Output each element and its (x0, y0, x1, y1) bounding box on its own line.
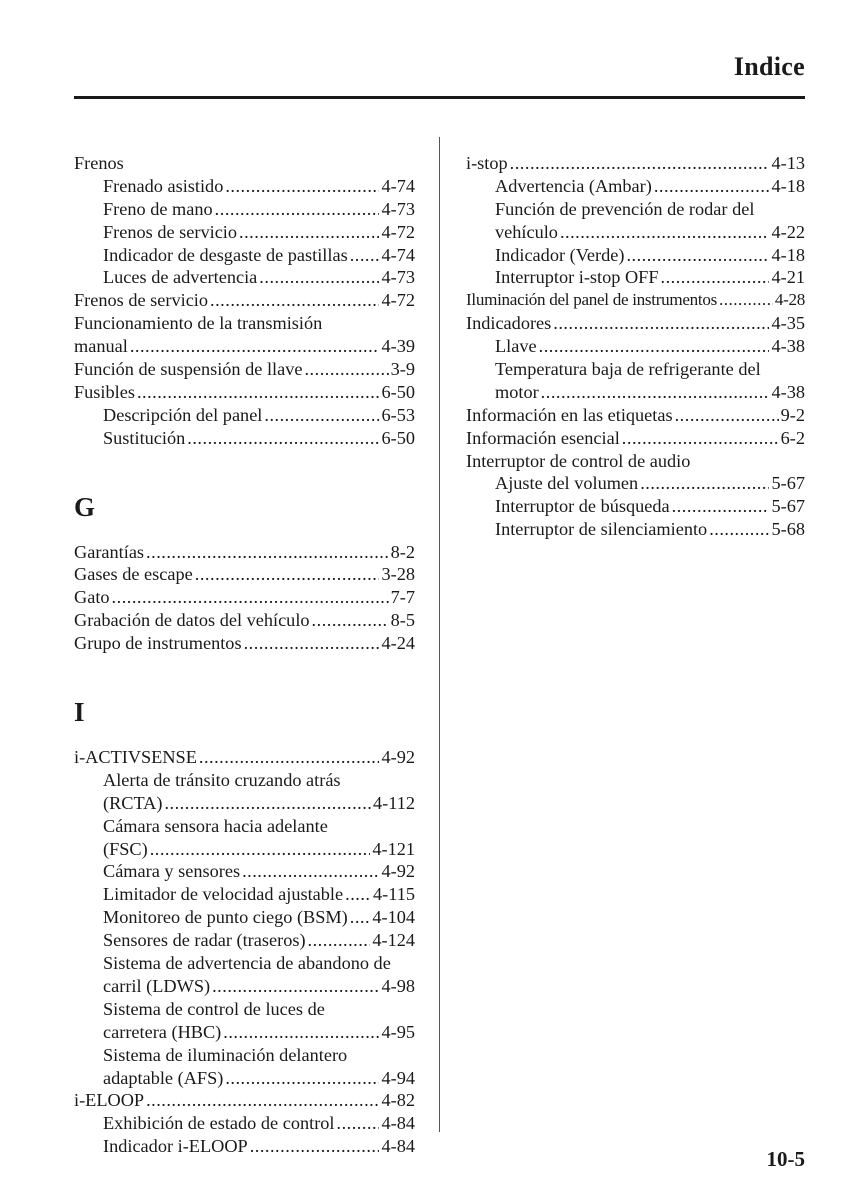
entry-page-ref: 3-28 (381, 564, 415, 585)
dot-leader (239, 221, 379, 244)
entry-page-ref: 4-115 (373, 884, 415, 905)
entry-label: Indicador i-ELOOP (103, 1136, 248, 1157)
dot-leader (640, 472, 769, 495)
entry-page-ref: 5-67 (771, 473, 805, 494)
entry-label: Cámara sensora hacia adelante (103, 815, 328, 836)
dot-leader (661, 266, 770, 289)
entry-label: Interruptor i-stop OFF (495, 267, 659, 288)
index-subentry (74, 221, 415, 244)
page-title: Indice (733, 52, 805, 81)
index-subentry (74, 1135, 415, 1158)
index-subentry (466, 495, 805, 518)
dot-leader (112, 586, 389, 609)
dot-leader (510, 152, 770, 175)
index-subentry (466, 335, 805, 358)
index-subentry (74, 792, 415, 815)
entry-label: Llave (495, 336, 537, 357)
index-subentry (74, 906, 415, 929)
dot-leader (242, 860, 379, 883)
entry-page-ref: 4-84 (381, 1136, 415, 1157)
index-entry (74, 152, 415, 175)
dot-leader (304, 358, 388, 381)
entry-label: Sistema de advertencia de abandono de (103, 953, 391, 974)
section-letter: I (74, 697, 85, 728)
column-divider (439, 137, 440, 1132)
entry-label: Sistema de control de luces de (103, 998, 325, 1019)
index-entry (74, 381, 415, 404)
entry-page-ref: 6-2 (780, 427, 805, 448)
index-entry (74, 563, 415, 586)
entry-page-ref: 4-38 (771, 336, 805, 357)
entry-label: manual (74, 336, 128, 357)
entry-page-ref: 8-5 (390, 610, 415, 631)
index-entry (74, 1089, 415, 1112)
dot-leader (308, 929, 371, 952)
entry-page-ref: 4-22 (771, 221, 805, 242)
index-entry (466, 312, 805, 335)
index-subentry (74, 952, 415, 975)
index-subentry (74, 815, 415, 838)
entry-page-ref: 4-35 (771, 313, 805, 334)
entry-page-ref: 4-39 (381, 336, 415, 357)
entry-page-ref: 4-92 (381, 861, 415, 882)
dot-leader (654, 175, 770, 198)
index-column-left (74, 152, 415, 1158)
entry-label: Frenos (74, 153, 124, 173)
index-subentry (466, 175, 805, 198)
header-rule (74, 96, 805, 99)
index-subentry (466, 221, 805, 244)
dot-leader (560, 221, 770, 244)
entry-label: Indicadores (466, 313, 552, 334)
entry-label: Sistema de iluminación delantero (103, 1044, 348, 1065)
dot-leader (350, 906, 371, 929)
index-subentry (74, 427, 415, 450)
entry-label: Gases de escape (74, 564, 193, 585)
index-entry (466, 152, 805, 175)
entry-page-ref: 4-92 (381, 747, 415, 768)
dot-leader (553, 312, 769, 335)
dot-leader (259, 266, 379, 289)
entry-page-ref: 4-95 (381, 1021, 415, 1042)
index-subentry (74, 838, 415, 861)
entry-label: Indicador (Verde) (495, 244, 625, 265)
entry-label: adaptable (AFS) (103, 1067, 224, 1088)
entry-label: Sensores de radar (traseros) (103, 930, 306, 951)
entry-page-ref: 4-112 (373, 792, 415, 813)
entry-label: Cámara y sensores (103, 861, 241, 882)
entry-label: Frenos de servicio (103, 221, 238, 242)
entry-page-ref: 4-18 (771, 175, 805, 196)
dot-leader (337, 1112, 380, 1135)
dot-leader (250, 1135, 380, 1158)
dot-leader (350, 244, 380, 267)
entry-label: Ajuste del volumen (495, 473, 639, 494)
entry-label: Función de suspensión de llave (74, 359, 303, 380)
entry-label: i-stop (466, 153, 508, 173)
entry-label: Fusibles (74, 381, 135, 402)
dot-leader (225, 1067, 379, 1090)
index-subentry (74, 175, 415, 198)
index-entry (74, 586, 415, 609)
entry-label: Freno de mano (103, 198, 213, 219)
dot-leader (210, 289, 379, 312)
index-entry (74, 358, 415, 381)
entry-label: Interruptor de silenciamiento (495, 519, 708, 540)
entry-label: i-ELOOP (74, 1090, 145, 1111)
entry-page-ref: 6-53 (381, 404, 415, 425)
index-subentry (74, 929, 415, 952)
dot-leader (626, 244, 769, 267)
entry-label: Frenado asistido (103, 175, 224, 196)
dot-leader (709, 518, 769, 541)
entry-label: Interruptor de búsqueda (495, 496, 670, 517)
dot-leader (199, 746, 380, 769)
index-subentry (74, 404, 415, 427)
index-entry (466, 450, 805, 473)
entry-page-ref: 4-72 (381, 221, 415, 242)
entry-label: Exhibición de estado de control (103, 1113, 335, 1134)
entry-label: Gato (74, 587, 110, 608)
index-entry (466, 427, 805, 450)
entry-page-ref: 4-13 (771, 153, 805, 173)
entry-page-ref: 6-50 (381, 381, 415, 402)
dot-leader (225, 175, 379, 198)
index-subentry (466, 472, 805, 495)
entry-page-ref: 4-74 (381, 244, 415, 265)
dot-leader (137, 381, 380, 404)
dot-leader (146, 1089, 379, 1112)
dot-leader (541, 381, 770, 404)
page-number: 10-5 (766, 1147, 805, 1171)
entry-label: Garantías (74, 541, 145, 562)
index-column-right (466, 152, 805, 541)
entry-label: Iluminación del panel de instrumentos (466, 290, 717, 310)
entry-page-ref: 4-98 (381, 975, 415, 996)
entry-page-ref: 4-24 (381, 633, 415, 654)
entry-page-ref: 4-74 (381, 175, 415, 196)
entry-page-ref: 4-38 (771, 381, 805, 402)
entry-label: carretera (HBC) (103, 1021, 222, 1042)
index-subentry (466, 266, 805, 289)
entry-label: Indicador de desgaste de pastillas (103, 244, 348, 265)
index-entry (74, 312, 415, 335)
index-entry (74, 289, 415, 312)
entry-label: Alerta de tránsito cruzando atrás (103, 769, 341, 790)
entry-page-ref: 4-94 (381, 1067, 415, 1088)
entry-page-ref: 4-21 (771, 267, 805, 288)
entry-page-ref: 4-84 (381, 1113, 415, 1134)
dot-leader (150, 838, 371, 861)
index-subentry (74, 1044, 415, 1067)
entry-label: (RCTA) (103, 792, 163, 813)
entry-page-ref: 4-18 (771, 244, 805, 265)
index-subentry (466, 518, 805, 541)
dot-leader (539, 335, 770, 358)
index-subentry (74, 975, 415, 998)
section-spacer (74, 450, 415, 472)
entry-page-ref: 4-28 (774, 290, 805, 310)
dot-leader (215, 198, 380, 221)
dot-leader (130, 335, 380, 358)
index-subentry (74, 860, 415, 883)
entry-page-ref: 4-82 (381, 1090, 415, 1111)
index-subentry (74, 266, 415, 289)
index-subentry (74, 769, 415, 792)
entry-label: Luces de advertencia (103, 267, 258, 288)
dot-leader (345, 883, 371, 906)
index-entry (74, 541, 415, 564)
dot-leader (146, 541, 389, 564)
dot-leader (187, 427, 379, 450)
entry-page-ref: 8-2 (390, 541, 415, 562)
index-subentry (74, 1021, 415, 1044)
dot-leader (719, 289, 773, 312)
index-entry (74, 335, 415, 358)
entry-page-ref: 4-73 (381, 267, 415, 288)
index-subentry (74, 244, 415, 267)
entry-label: Interruptor de control de audio (466, 450, 691, 471)
section-spacer (74, 655, 415, 677)
index-subentry (74, 883, 415, 906)
index-entry (466, 289, 805, 312)
entry-label: Sustitución (103, 427, 186, 448)
dot-leader (212, 975, 379, 998)
dot-leader (264, 404, 379, 427)
index-subentry (74, 198, 415, 221)
index-subentry (466, 244, 805, 267)
dot-leader (312, 609, 389, 632)
entry-label: Limitador de velocidad ajustable (103, 884, 344, 905)
index-entry (466, 404, 805, 427)
dot-leader (223, 1021, 379, 1044)
entry-label: motor (495, 381, 539, 402)
entry-page-ref: 5-68 (771, 519, 805, 540)
entry-label: Monitoreo de punto ciego (BSM) (103, 907, 348, 928)
entry-page-ref: 7-7 (390, 587, 415, 608)
index-subentry (466, 358, 805, 381)
entry-label: Funcionamiento de la transmisión (74, 313, 323, 334)
entry-label: Información en las etiquetas (466, 404, 673, 425)
index-subentry (74, 998, 415, 1021)
entry-label: Temperatura baja de refrigerante del (495, 359, 761, 380)
entry-page-ref: 3-9 (390, 359, 415, 380)
dot-leader (244, 632, 380, 655)
entry-page-ref: 6-50 (381, 427, 415, 448)
entry-label: vehículo (495, 221, 558, 242)
entry-page-ref: 9-2 (780, 404, 805, 425)
index-entry (74, 746, 415, 769)
entry-label: Advertencia (Ambar) (495, 175, 652, 196)
entry-page-ref: 4-121 (372, 838, 415, 859)
dot-leader (672, 495, 770, 518)
dot-leader (195, 563, 380, 586)
index-subentry (466, 381, 805, 404)
dot-leader (675, 404, 779, 427)
entry-page-ref: 4-72 (381, 290, 415, 311)
entry-label: (FSC) (103, 838, 148, 859)
section-letter: G (74, 491, 96, 522)
index-entry (74, 609, 415, 632)
entry-page-ref: 4-104 (372, 907, 415, 928)
entry-label: Información esencial (466, 427, 620, 448)
entry-page-ref: 4-73 (381, 198, 415, 219)
index-entry (74, 632, 415, 655)
index-subentry (466, 198, 805, 221)
entry-page-ref: 4-124 (372, 930, 415, 951)
entry-label: Grabación de datos del vehículo (74, 610, 310, 631)
index-subentry (74, 1067, 415, 1090)
entry-label: Función de prevención de rodar del (495, 198, 755, 219)
entry-page-ref: 5-67 (771, 496, 805, 517)
entry-label: i-ACTIVSENSE (74, 747, 197, 768)
index-subentry (74, 1112, 415, 1135)
dot-leader (622, 427, 779, 450)
entry-label: Frenos de servicio (74, 290, 209, 311)
dot-leader (164, 792, 371, 815)
entry-label: Descripción del panel (103, 404, 263, 425)
entry-label: Grupo de instrumentos (74, 633, 242, 654)
entry-label: carril (LDWS) (103, 975, 211, 996)
